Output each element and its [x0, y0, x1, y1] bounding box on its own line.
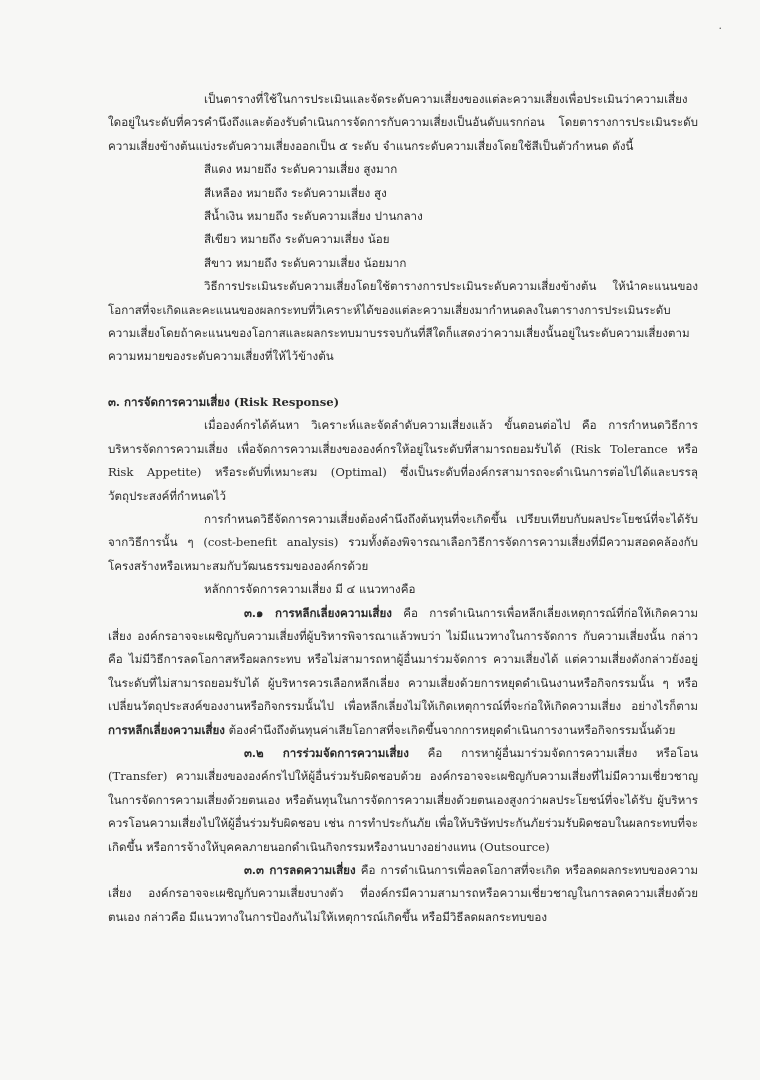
section-3-3-title: ๓.๓ การลดความเสี่ยง [244, 863, 356, 877]
section-3-1-title: ๓.๑ การหลีกเลี่ยงความเสี่ยง [244, 605, 392, 620]
section-3-1-text-a: คือ การดำเนินการเพื่อหลีกเลี่ยงเหตุการณ์ที่ก่อให้เกิดความเสี่ยง องค์กรอาจจะเผชิญกับความเสี่ยงที่ผู้บริหารพิจารณาแล้วพบว่า ไม่มีแนวทางในการจัดการ กับความเสี่ยงนั้น กล่าวคือ ไม่มีวิธีการลดโอกาสหรือผลกระทบ หรือไม่สามารถหาผู้อื่นมาร่วมจัดการ ความเสี่ยงได้ แต่ความเสี่ยงดังกล่าวยังอยู่ในระดับที่ไม่สามารถยอมรับได้ ผู้บริหารควรเลือกหลีกเลี่ยง ความเสี่ยงด้วยการหยุดดำเนินงานหรือกิจกรรมนั้น ๆ หรือเปลี่ยนวัตถุประสงค์ของงานหรือกิจกรรมนั้นไป เพื่อหลีกเลี่ยงไม่ให้เกิดเหตุการณ์ที่จะก่อให้เกิดความเสี่ยง อย่างไรก็ตาม [108, 605, 698, 714]
section-3-3-paragraph [108, 859, 698, 929]
section-3-3-text: คือ การดำเนินการเพื่อลดโอกาสที่จะเกิด หรือลดผลกระทบของความเสี่ยง องค์กรอาจจะเผชิญกับความเสี่ยงบางตัว ที่องค์กรมีความสามารถหรือความเชี่ยวชาญในการลดความเสี่ยงด้วยตนเอง กล่าวคือ มีแนวทางในการป้องกันไม่ให้เหตุการณ์เกิดขึ้น หรือมีวิธีลดผลกระทบของ [108, 863, 698, 924]
section-3-1-paragraph [108, 602, 698, 742]
section-3-1-text-c: ต้องคำนึงถึงต้นทุนค่าเสียโอกาสที่จะเกิดขึ้นจากการหยุดดำเนินการงานหรือกิจกรรมนั้นด้วย [224, 722, 676, 737]
intro-paragraph-2: วิธีการประเมินระดับความเสี่ยงโดยใช้ตารางการประเมินระดับความเสี่ยงข้างต้น ให้นำคะแนนของโอกาสที่จะเกิดและคะแนนของผลกระทบที่วิเคราะห์ได้ของแต่ละความเสี่ยงมากำหนดลงในตารางการประเมินระดับความเสี่ยงโดยถ้าคะแนนของโอกาสและผลกระทบมาบรรจบกันที่สีใดก็แสดงว่าความเสี่ยงนั้นอยู่ในระดับความเสี่ยงตามความหมายของระดับความเสี่ยงที่ให้ไว้ข้างต้น [108, 279, 698, 364]
risk-level-blue: สีน้ำเงิน หมายถึง ระดับความเสี่ยง ปานกลาง [204, 209, 423, 224]
document-body [108, 88, 698, 929]
risk-level-list [108, 158, 698, 275]
corner-mark: · [718, 22, 722, 35]
section-3-1-bold-b: การหลีกเลี่ยงความเสี่ยง [108, 722, 225, 737]
section-3-heading: ๓. การจัดการความเสี่ยง (Risk Response) [108, 394, 340, 409]
intro-paragraph-1: เป็นตารางที่ใช้ในการประเมินและจัดระดับความเสี่ยงของแต่ละความเสี่ยงเพื่อประเมินว่าความเสี่ยงใดอยู่ในระดับที่ควรคำนึงถึงและต้องรับดำเนินการจัดการกับความเสี่ยงเป็นอันดับแรกก่อน โดยตารางการประเมินระดับความเสี่ยงข้างต้นแบ่งระดับความเสี่ยงออกเป็น ๕ ระดับ จำแนกระดับความเสี่ยงโดยใช้สีเป็นตัวกำหนด ดังนี้ [108, 92, 698, 153]
risk-level-white: สีขาว หมายถึง ระดับความเสี่ยง น้อยมาก [204, 255, 407, 270]
section-3-2-text: คือ การหาผู้อื่นมาร่วมจัดการความเสี่ยง หรือโอน (Transfer) ความเสี่ยงขององค์กรไปให้ผู้อื่นร่วมรับผิดชอบด้วย องค์กรอาจจะเผชิญกับความเสี่ยงที่ไม่มีความเชี่ยวชาญในการจัดการความเสี่ยงด้วยตนเอง หรือต้นทุนในการจัดการความเสี่ยงด้วยตนเองสูงกว่าผลประโยชน์ที่จะได้รับ ผู้บริหารควรโอนความเสี่ยงไปให้ผู้อื่นร่วมรับผิดชอบ เช่น การทำประกันภัย เพื่อให้บริษัทประกันภัยร่วมรับผิดชอบในผลกระทบที่จะเกิดขึ้น หรือการจ้างให้บุคคลภายนอกดำเนินกิจกรรมหรืองานบางอย่างแทน (Outsource) [108, 745, 698, 854]
risk-level-red: สีแดง หมายถึง ระดับความเสี่ยง สูงมาก [204, 162, 398, 177]
section-3-2-title: ๓.๒ การร่วมจัดการความเสี่ยง [244, 745, 409, 760]
section-3-paragraph-3: หลักการจัดการความเสี่ยง มี ๔ แนวทางคือ [204, 582, 416, 597]
risk-level-yellow: สีเหลือง หมายถึง ระดับความเสี่ยง สูง [204, 185, 387, 200]
section-3-paragraph-2: การกำหนดวิธีจัดการความเสี่ยงต้องคำนึงถึงต้นทุนที่จะเกิดขึ้น เปรียบเทียบกับผลประโยชน์ที่จะได้รับจากวิธีการนั้น ๆ (cost-benefit analysis) รวมทั้งต้องพิจารณาเลือกวิธีการจัดการความเสี่ยงที่มีความสอดคล้องกับโครงสร้างหรือเหมาะสมกับวัฒนธรรมขององค์กรด้วย [108, 511, 698, 573]
section-3-2-paragraph [108, 742, 698, 859]
risk-level-green: สีเขียว หมายถึง ระดับความเสี่ยง น้อย [204, 232, 390, 247]
section-3-paragraph-1: เมื่อองค์กรได้ค้นหา วิเคราะห์และจัดลำดับความเสี่ยงแล้ว ขั้นตอนต่อไป คือ การกำหนดวิธีการบริหารจัดการความเสี่ยง เพื่อจัดการความเสี่ยงขององค์กรให้อยู่ในระดับที่สามารถยอมรับได้ (Risk Tolerance หรือ Risk Appetite) หรือระดับที่เหมาะสม (Optimal) ซึ่งเป็นระดับที่องค์กรสามารถจะดำเนินการต่อไปได้และบรรลุวัตถุประสงค์ที่กำหนดไว้ [108, 418, 698, 503]
